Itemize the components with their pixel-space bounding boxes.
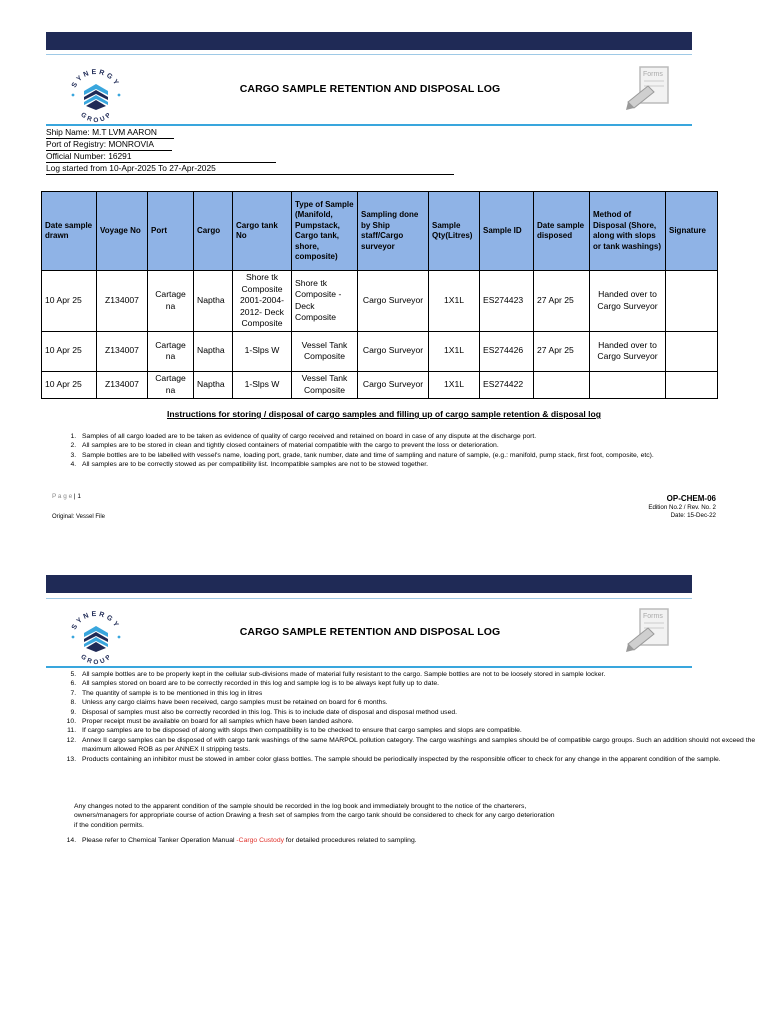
cell-type: Vessel Tank Composite bbox=[292, 331, 358, 371]
ship-name: Ship Name: M.T LVM AARON bbox=[46, 127, 174, 139]
cell-qty: 1X1L bbox=[429, 371, 480, 398]
instruction-item: 4. All samples are to be correctly stowed as per compatibility list. Incompatible samples are not to be stowed together. bbox=[78, 460, 758, 469]
forms-icon-label: Forms bbox=[643, 613, 663, 620]
instructions-title: Instructions for storing / disposal of cargo samples and filling up of cargo sample retention & disposal log bbox=[166, 409, 602, 419]
instruction-item: 11. If cargo samples are to be disposed of along with slops then compatibility is to be checked to ensure that cargo samples and slops are compatible. bbox=[78, 726, 758, 735]
instruction-item: 10. Proper receipt must be available on board for all samples which have been landed ashore. bbox=[78, 717, 758, 726]
cell-method: Handed over to Cargo Surveyor bbox=[590, 331, 666, 371]
logo-top-text: SYNERGY bbox=[70, 68, 121, 90]
column-header: Type of Sample (Manifold, Pumpstack, Cargo tank, shore, composite) bbox=[292, 192, 358, 271]
cell-port: Cartage na bbox=[148, 331, 194, 371]
doc-code: OP-CHEM-06 bbox=[666, 494, 716, 503]
instruction-item bbox=[78, 836, 758, 845]
doc-date: Date: 15-Dec-22 bbox=[670, 512, 716, 519]
cell-port: Cartage na bbox=[148, 271, 194, 332]
note-line: Any changes noted to the apparent condition of the sample should be recorded in the log book and immediately brought to the notice of the charterers, bbox=[74, 803, 527, 810]
instructions-note bbox=[74, 802, 714, 830]
item14-suffix: for detailed procedures related to sampling. bbox=[284, 837, 417, 844]
page-number: P a g e | 1 bbox=[52, 493, 81, 500]
cargo-custody-reference: -Cargo Custody bbox=[236, 837, 285, 844]
column-header: Method of Disposal (Shore, along with slops or tank washings) bbox=[590, 192, 666, 271]
column-header: Signature bbox=[666, 192, 718, 271]
cell-cargo: Naptha bbox=[194, 271, 233, 332]
port-of-registry: Port of Registry: MONROVIA bbox=[46, 139, 172, 151]
header-divider bbox=[46, 598, 692, 599]
svg-text:GROUP bbox=[79, 652, 114, 666]
cell-sampled-by: Cargo Surveyor bbox=[358, 271, 429, 332]
cell-date: 10 Apr 25 bbox=[42, 371, 97, 398]
cell-date: 10 Apr 25 bbox=[42, 271, 97, 332]
forms-icon bbox=[624, 608, 672, 654]
cell-cargo: Naptha bbox=[194, 331, 233, 371]
column-header: Date sample disposed bbox=[534, 192, 590, 271]
column-header: Sampling done by Ship staff/Cargo surveyor bbox=[358, 192, 429, 271]
cell-qty: 1X1L bbox=[429, 271, 480, 332]
cell-type: Shore tk Composite - Deck Composite bbox=[292, 271, 358, 332]
logo-bottom-text: GROUP bbox=[79, 652, 115, 667]
instruction-item: 2. All samples are to be stored in clean and tightly closed containers of material compatible with the cargo to prevent the loss or deterioration. bbox=[78, 441, 758, 450]
item14-text: Please refer to Chemical Tanker Operation Manual bbox=[82, 837, 237, 844]
instruction-item: 13. Products containing an inhibitor must be stowed in amber color glass bottles. The sample should be periodically inspected by the responsible officer to check for any change in the apparent condition of the sample. bbox=[78, 755, 758, 764]
cell-voyage: Z134007 bbox=[97, 271, 148, 332]
column-header: Cargo bbox=[194, 192, 233, 271]
column-header: Date sample drawn bbox=[42, 192, 97, 271]
page-title: CARGO SAMPLE RETENTION AND DISPOSAL LOG bbox=[239, 83, 501, 95]
cell-qty: 1X1L bbox=[429, 331, 480, 371]
instructions-item-14 bbox=[46, 836, 758, 845]
instruction-item: 1. Samples of all cargo loaded are to be taken as evidence of quality of cargo received and retained on board in case of any dispute at the discharge port. bbox=[78, 432, 758, 441]
column-header: Sample ID bbox=[480, 192, 534, 271]
page-label: P a g e bbox=[52, 493, 73, 500]
instruction-item: 3. Sample bottles are to be labelled with vessel's name, loading port, grade, tank number, date and time of sampling and nature of sample, (e.g.: manifold, pump stack, first foot, composite, etc). bbox=[78, 451, 758, 460]
cell-port: Cartage na bbox=[148, 371, 194, 398]
instruction-item: 6. All samples stored on board are to be correctly recorded in this log and sample log is to be always kept fully up to date. bbox=[78, 679, 758, 688]
instruction-item: 12. Annex II cargo samples can be disposed of with cargo tank washings of the same MARPOL pollution category. The cargo washings and samples should be of compatible cargo groups. Such an addition should not exceed the maximum allowed ROB as per ANNEX II stripping tests. bbox=[78, 736, 758, 755]
cell-voyage: Z134007 bbox=[97, 371, 148, 398]
instructions-list-page2 bbox=[46, 670, 758, 764]
note-line: if the condition permits. bbox=[74, 821, 144, 829]
edition: Edition No.2 / Rev. No. 2 bbox=[648, 504, 716, 511]
header-accent-line bbox=[46, 666, 692, 668]
cell-date: 10 Apr 25 bbox=[42, 331, 97, 371]
header-bar bbox=[46, 575, 692, 593]
cell-sampled-by: Cargo Surveyor bbox=[358, 371, 429, 398]
logo-bottom-text: GROUP bbox=[79, 110, 115, 125]
instruction-item: 8. Unless any cargo claims have been received, cargo samples must be retained on board for 6 months. bbox=[78, 698, 758, 707]
cell-tank: 1-Slps W bbox=[233, 331, 292, 371]
cell-sample-id: ES274422 bbox=[480, 371, 534, 398]
instruction-item: 9. Disposal of samples must also be correctly recorded in this log. This is to include date of disposal and disposal method used. bbox=[78, 708, 758, 717]
official-number: Official Number: 16291 bbox=[46, 151, 276, 163]
forms-icon-label: Forms bbox=[643, 71, 663, 78]
column-header: Cargo tank No bbox=[233, 192, 292, 271]
column-header: Voyage No bbox=[97, 192, 148, 271]
note-line: owners/managers for appropriate course of action Drawing a fresh set of samples from the cargo tank should be considered to check for any cargo deterioration bbox=[74, 812, 555, 820]
column-header: Sample Qty(Litres) bbox=[429, 192, 480, 271]
cell-type: Vessel Tank Composite bbox=[292, 371, 358, 398]
page-number-value: 1 bbox=[77, 493, 81, 500]
page-title: CARGO SAMPLE RETENTION AND DISPOSAL LOG bbox=[239, 626, 501, 638]
cell-sampled-by: Cargo Surveyor bbox=[358, 331, 429, 371]
instruction-item: 7. The quantity of sample is to be mentioned in this log in litres bbox=[78, 689, 758, 698]
cell-disposed: 27 Apr 25 bbox=[534, 271, 590, 332]
synergy-logo-icon bbox=[64, 604, 128, 668]
instruction-item: 5. All sample bottles are to be properly kept in the cellular sub-divisions made of material fully resistant to the cargo. Sample bottles are not to be loosely stored in sample locker. bbox=[78, 670, 758, 679]
cell-voyage: Z134007 bbox=[97, 331, 148, 371]
cell-sample-id: ES274423 bbox=[480, 271, 534, 332]
cell-tank: 1-Slps W bbox=[233, 371, 292, 398]
column-header: Port bbox=[148, 192, 194, 271]
cell-cargo: Naptha bbox=[194, 371, 233, 398]
cell-tank: Shore tk Composite 2001-2004-2012- Deck Composite bbox=[233, 271, 292, 332]
logo-top-text: SYNERGY bbox=[70, 610, 121, 632]
cell-sample-id: ES274426 bbox=[480, 331, 534, 371]
cell-method: Handed over to Cargo Surveyor bbox=[590, 271, 666, 332]
log-started: Log started from 10-Apr-2025 To 27-Apr-2025 bbox=[46, 163, 454, 175]
original-note: Original: Vessel File bbox=[52, 514, 106, 520]
cell-disposed: 27 Apr 25 bbox=[534, 331, 590, 371]
